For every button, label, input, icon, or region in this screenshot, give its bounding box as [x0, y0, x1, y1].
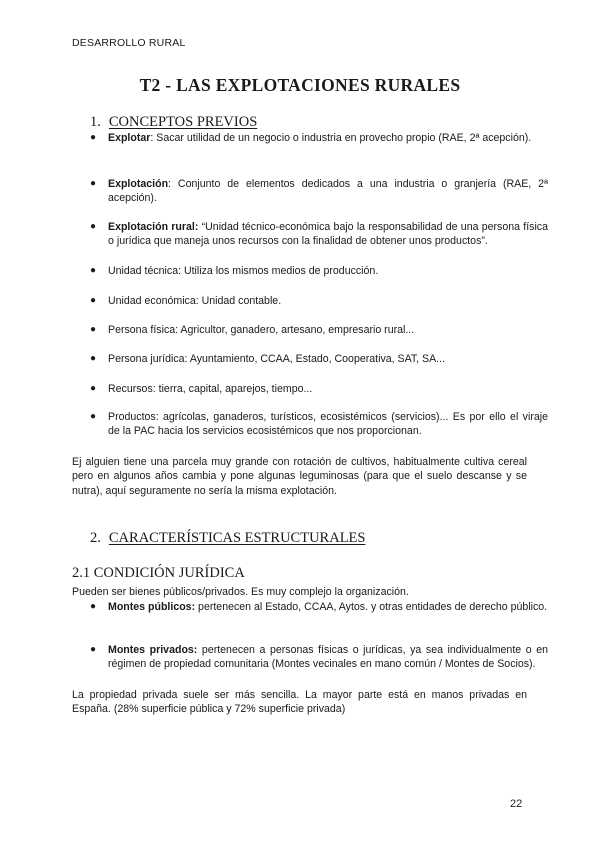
document-title: T2 - LAS EXPLOTACIONES RURALES: [139, 75, 461, 95]
closing-paragraph: La propiedad privada suele ser más sencilla. La mayor parte está en manos privadas en España. (28% superficie pública y 72% superficie privada): [72, 689, 527, 716]
intro-paragraph: Pueden ser bienes públicos/privados. Es muy complejo la organización.: [72, 586, 409, 598]
bullet-icon: ●: [90, 265, 97, 276]
item-term: Explotar: [108, 132, 151, 144]
list-item: [90, 177, 548, 206]
bullet-icon: ●: [90, 601, 97, 612]
item-text: Productos: agrícolas, ganaderos, turísticos, ecosistémicos (servicios)... Es por ello el viraje de la PAC hacia los servicios ecosistémicos que nos proporcionan.: [108, 411, 548, 438]
item-text: Unidad económica: Unidad contable.: [108, 295, 282, 307]
item-text: “Unidad técnico-económica bajo la responsabilidad de una persona física o jurídica que maneja unos recursos con la finalidad de obtener unos productos”.: [108, 221, 548, 248]
section-2-number: 2.: [90, 530, 101, 546]
section-1-heading: [90, 113, 257, 133]
page-number: 22: [510, 798, 523, 810]
item-text: Unidad técnica: Utiliza los mismos medios de producción.: [108, 265, 379, 277]
bullet-icon: ●: [90, 644, 97, 655]
item-term: Explotación rural:: [108, 221, 199, 233]
list-item: [90, 382, 548, 396]
list-item: [90, 264, 548, 278]
section-2-heading: [90, 529, 365, 549]
list-item: [90, 131, 548, 145]
item-term: Montes públicos:: [108, 601, 196, 613]
example-paragraph: Ej alguien tiene una parcela muy grande con rotación de cultivos, habitualmente cultiva cereal pero en algunos años cambia y pone algunas leguminosas (para que el suelo descanse y se nutra), aquí seguramente no sería la misma explotación.: [72, 456, 527, 497]
list-item: [90, 600, 548, 614]
bullet-icon: ●: [90, 132, 97, 143]
item-text: Persona jurídica: Ayuntamiento, CCAA, Estado, Cooperativa, SAT, SA...: [108, 353, 446, 365]
item-text: Recursos: tierra, capital, aparejos, tiempo...: [108, 383, 313, 395]
item-term: Montes privados:: [108, 644, 198, 656]
item-term: Explotación: [108, 178, 169, 190]
running-header: DESARROLLO RURAL: [72, 37, 186, 49]
list-item: [90, 410, 548, 439]
bullet-icon: ●: [90, 178, 97, 189]
list-item: [90, 352, 548, 366]
bullet-icon: ●: [90, 324, 97, 335]
section-1-title: CONCEPTOS PREVIOS: [108, 114, 258, 130]
bullet-icon: ●: [90, 221, 97, 232]
item-text: Persona física: Agricultor, ganadero, artesano, empresario rural...: [108, 324, 415, 336]
list-item: [90, 643, 548, 672]
list-item: [90, 220, 548, 249]
bullet-icon: ●: [90, 353, 97, 364]
item-text: : Conjunto de elementos dedicados a una industria o granjería (RAE, 2ª acepción).: [108, 178, 548, 205]
bullet-icon: ●: [90, 383, 97, 394]
bullet-icon: ●: [90, 411, 97, 422]
section-2-title: CARACTERÍSTICAS ESTRUCTURALES: [108, 530, 366, 546]
list-item: [90, 294, 548, 308]
bullet-icon: ●: [90, 295, 97, 306]
subsection-heading: 2.1 CONDICIÓN JURÍDICA: [72, 565, 245, 581]
item-text: pertenecen al Estado, CCAA, Aytos. y otras entidades de derecho público.: [195, 601, 548, 613]
section-1-number: 1.: [90, 114, 101, 130]
list-item: [90, 323, 548, 337]
item-text: pertenecen a personas físicas o jurídicas, ya sea individualmente o en régimen de propiedad comunitaria (Montes vecinales en mano común / Montes de Socios).: [108, 644, 548, 671]
item-text: : Sacar utilidad de un negocio o industria en provecho propio (RAE, 2ª acepción).: [150, 132, 532, 144]
